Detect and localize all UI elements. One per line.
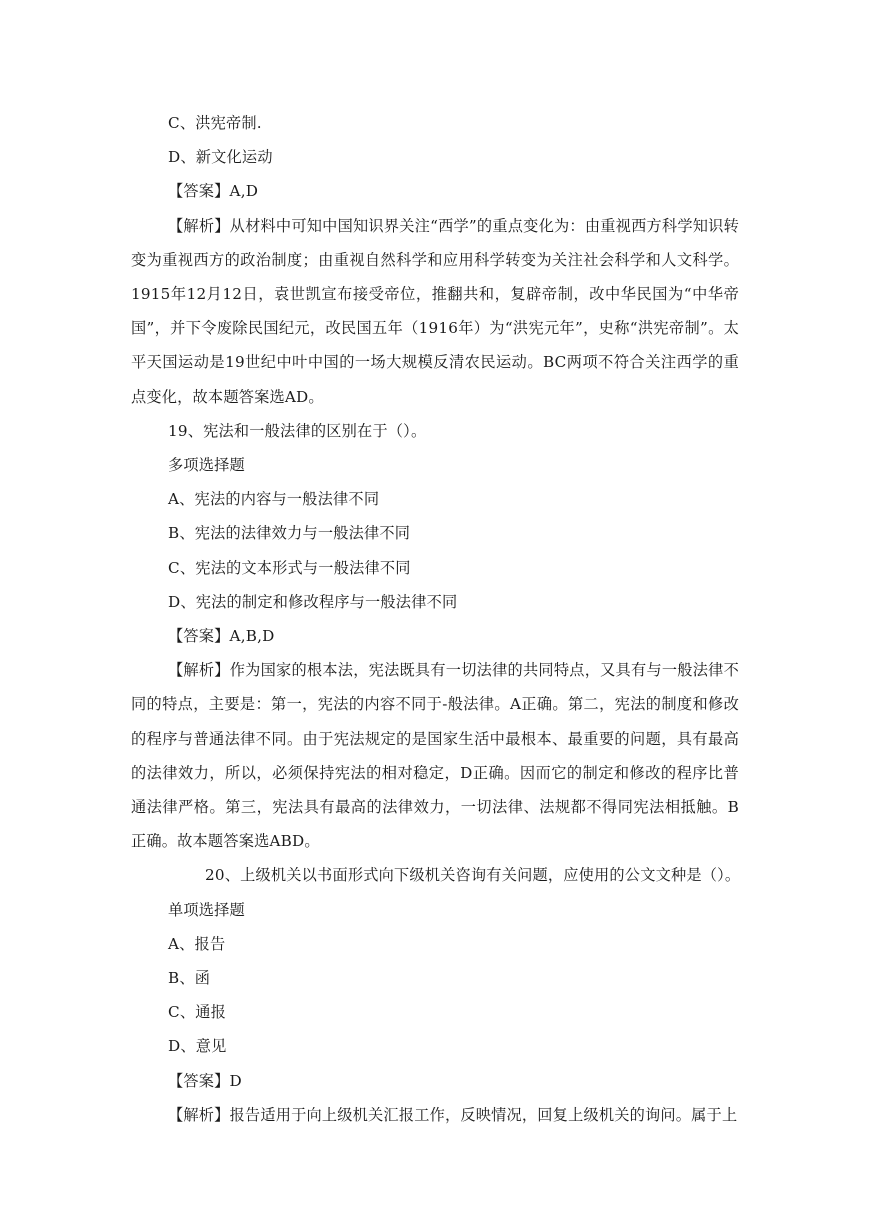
q20-analysis: 【解析】报告适用于向上级机关汇报工作，反映情况，回复上级机关的询问。属于上 bbox=[168, 1105, 738, 1124]
q19-option-b: B、宪法的法律效力与一般法律不同 bbox=[168, 524, 411, 543]
q20-option-a: A、报告 bbox=[168, 934, 226, 953]
q18-analysis: 【解析】从材料中可知中国知识界关注“西学”的重点变化为：由重视西方科学知识转变为重视西方的政治制度；由重视自然科学和应用科学转变为关注社会科学和人文科学。1915年12月12日，袁世凯宣布接受帝位，推翻共和，复辟帝制，改中华民国为“中华帝国”，并下令废除民国纪元，改民国五年（1916年）为“洪宪元年”，史称“洪宪帝制”。太平天国运动是19世纪中叶中国的一场大规模反清农民运动。BC两项不符合关注西学的重点变化，故本题答案选AD。 bbox=[131, 216, 739, 406]
q18-option-c: C、洪宪帝制. bbox=[168, 114, 262, 132]
q19-stem: 19、宪法和一般法律的区别在于（）。 bbox=[168, 421, 427, 440]
q20-option-b: B、函 bbox=[168, 969, 211, 988]
q18-answer: 【答案】A,D bbox=[168, 182, 259, 201]
q19-analysis: 【解析】作为国家的根本法，宪法既具有一切法律的共同特点，又具有与一般法律不同的特点，主要是：第一，宪法的内容不同于-般法律。A正确。第二，宪法的制度和修改的程序与普通法律不同。由于宪法规定的是国家生活中最根本、最重要的问题，具有最高的法律效力，所以，必须保持宪法的相对稳定，D正确。因而它的制定和修改的程序比普通法律严格。第三，宪法具有最高的法律效力，一切法律、法规都不得同宪法相抵触。B正确。故本题答案选ABD。 bbox=[131, 661, 739, 851]
q20-answer: 【答案】D bbox=[168, 1071, 242, 1090]
q20-type: 单项选择题 bbox=[168, 900, 245, 919]
q19-option-d: D、宪法的制定和修改程序与一般法律不同 bbox=[168, 592, 458, 611]
q19-option-a: A、宪法的内容与一般法律不同 bbox=[168, 490, 380, 509]
page-content bbox=[131, 106, 739, 1132]
q20-option-c: C、通报 bbox=[168, 1003, 226, 1022]
q20-stem: 20、上级机关以书面形式向下级机关咨询有关问题，应使用的公文文种是（）。 bbox=[205, 866, 741, 885]
q19-type: 多项选择题 bbox=[168, 456, 245, 475]
q19-answer: 【答案】A,B,D bbox=[168, 627, 275, 646]
q18-option-d: D、新文化运动 bbox=[168, 148, 273, 167]
q20-option-d: D、意见 bbox=[168, 1037, 227, 1056]
q19-option-c: C、宪法的文本形式与一般法律不同 bbox=[168, 558, 411, 577]
